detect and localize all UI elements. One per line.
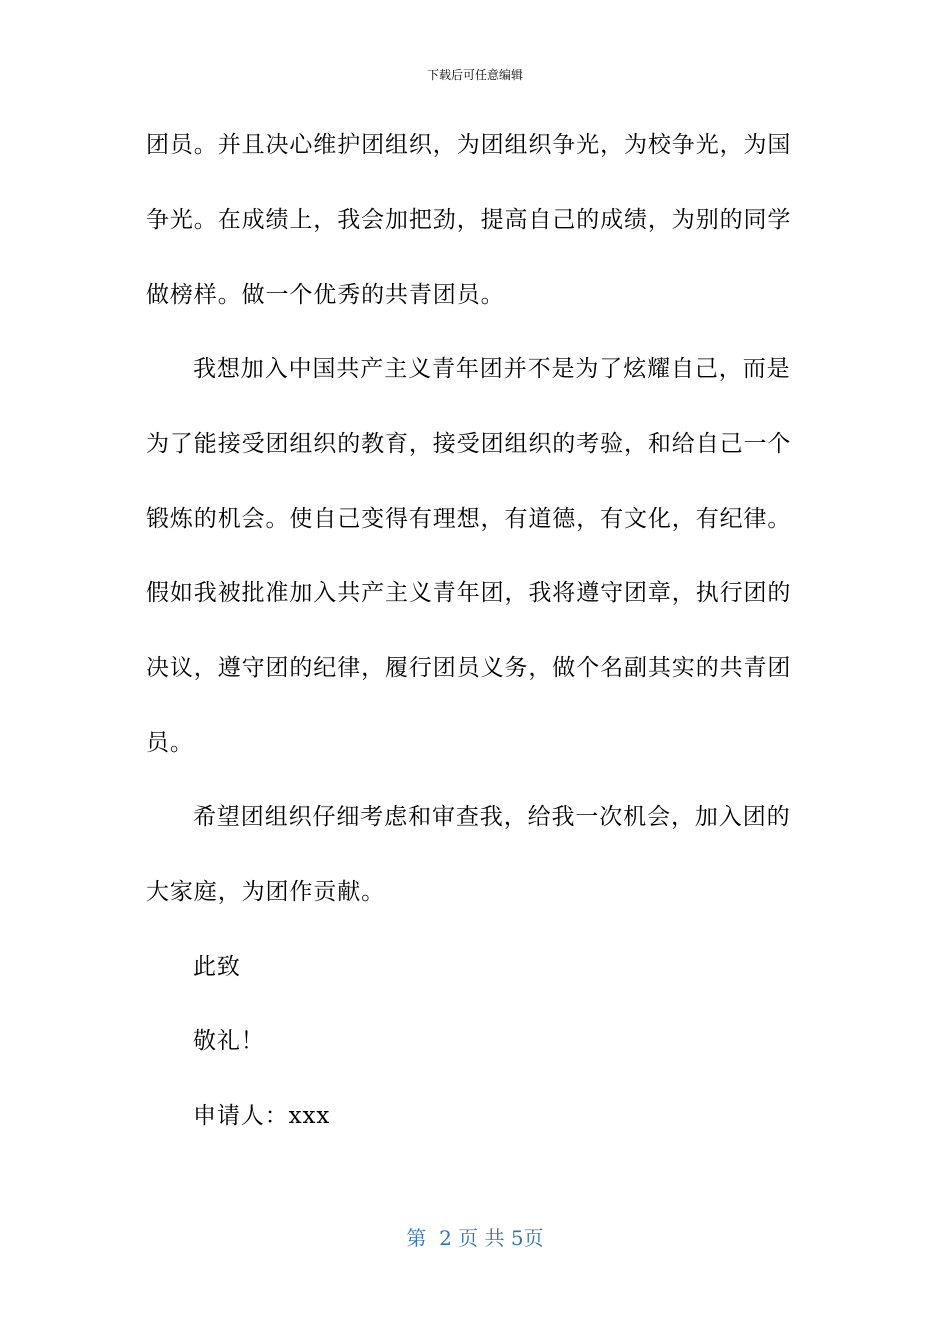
body-line: 团员。并且决心维护团组织，为团组织争光，为校争光，为国: [146, 132, 792, 158]
body-line: 大家庭，为团作贡献。: [146, 879, 385, 905]
paragraph-first-line: 希望团组织仔细考虑和审查我，给我一次机会，加入团的: [193, 804, 791, 830]
applicant-signature-line: 申请人：xxx: [193, 1103, 331, 1129]
body-line: 锻炼的机会。使自己变得有理想，有道德，有文化，有纪律。: [146, 506, 792, 532]
closing-salutation: 此致: [193, 954, 241, 980]
body-line: 为了能接受团组织的教育，接受团组织的考验，和给自己一个: [146, 431, 792, 457]
page-header: 下载后可任意编辑: [426, 68, 523, 82]
body-line: 做榜样。做一个优秀的共青团员。: [146, 282, 505, 308]
closing-regards: 敬礼！: [193, 1028, 265, 1054]
body-line: 员。: [146, 730, 194, 756]
body-line: 争光。在成绩上，我会加把劲，提高自己的成绩，为别的同学: [146, 207, 792, 233]
body-line: 决议，遵守团的纪律，履行团员义务，做个名副其实的共青团: [146, 655, 792, 681]
page-number-footer: 第 2 页 共 5页: [406, 1226, 544, 1250]
body-line: 假如我被批准加入共产主义青年团，我将遵守团章，执行团的: [146, 580, 792, 606]
paragraph-first-line: 我想加入中国共产主义青年团并不是为了炫耀自己，而是: [193, 356, 791, 382]
